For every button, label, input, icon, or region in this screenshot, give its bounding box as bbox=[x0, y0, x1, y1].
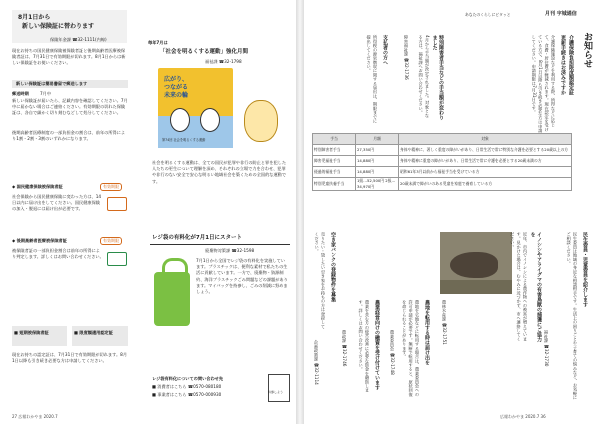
table-cell: 昭和61年3月以前から福祉手当を受けている方 bbox=[399, 167, 572, 178]
bag-body bbox=[154, 272, 190, 326]
green-bag-illustration bbox=[152, 258, 192, 328]
section-elder-heading: ◆ 後期高齢者医療被保険者証 bbox=[12, 238, 67, 243]
poster-character-right bbox=[200, 108, 220, 132]
insurance-body-2: 後期高齢者医療制度の一部負担金の割合は、前年の所得により1割・2割・3割のいずれかになります。 bbox=[12, 130, 126, 142]
lower3-body: 売りたい・貸したい空き家をお持ちの方は登録してください。 bbox=[314, 232, 326, 329]
right-page-number: 広報わかやま 2020.7 36 bbox=[500, 414, 546, 419]
right-col-title: 民生委員・児童委員を紹介します bbox=[582, 232, 588, 307]
table-cell: 経過的福祉手当 bbox=[313, 167, 356, 178]
bag-info-heading: レジ袋有料化についての問い合わせ先 bbox=[152, 376, 224, 381]
boar-shape bbox=[450, 252, 498, 278]
insurance-title-line2: 新しい保険証に替わります bbox=[22, 23, 95, 30]
section-nhi-badge: 有効期限 bbox=[100, 183, 122, 191]
campaign-contact: 福祉課 ☎32-1798 bbox=[205, 59, 242, 64]
boar-photo bbox=[440, 232, 512, 294]
section-nhi-heading: ◆ 国民健康保険被保険者証 bbox=[12, 184, 63, 189]
lower3-title: 空き家バンクの登録物件を募集 bbox=[330, 232, 336, 302]
oshirase-title: お知らせ bbox=[582, 32, 592, 68]
table-cell: 14,880円 bbox=[356, 156, 399, 167]
bag-contact: 廃棄物対策課 ☎32-1598 bbox=[205, 248, 255, 253]
poster-line-3: 未来の輪 bbox=[164, 92, 189, 99]
lower2-contact: 農政課 ☎32-1746 bbox=[342, 330, 347, 367]
table-row bbox=[313, 145, 572, 156]
poster-small: 第74回 社会を明るくする運動 bbox=[162, 138, 206, 142]
lower1-title: 農地を転用する時は届け出を bbox=[424, 300, 430, 365]
section-elder-text: 被保険者証の一部負担金割合は前年の所得により判定します。詳しくはお問い合わせください。 bbox=[12, 248, 104, 260]
boar-contact: 農林水産課 ☎32-1751 bbox=[442, 300, 447, 345]
campaign-poster bbox=[158, 68, 233, 148]
table-header-cell: 手当 bbox=[313, 134, 356, 145]
right-col-body: 民生委員は地域の身近な相談相手です。生活上の困りごとや子育ての悩みなど、お気軽にご相談ください。 bbox=[566, 232, 578, 400]
mascot-body bbox=[244, 100, 278, 142]
col2-body: 4月から手当額が改定されました。対象となる方は、福祉課へお問い合わせください。 bbox=[418, 35, 430, 118]
table-cell: 20歳未満で障がいのある児童を家庭で養育している方 bbox=[399, 178, 572, 191]
boar-ground bbox=[440, 280, 512, 294]
elder-card-icon bbox=[107, 252, 127, 266]
poster-line-1: 広がり、 bbox=[164, 76, 189, 83]
campaign-title: 「社会を明るくする運動」強化月間 bbox=[160, 49, 249, 55]
ship-label: 郵送時期 bbox=[12, 91, 29, 96]
col2-contact: 障害福祉課 ☎32-1736 bbox=[404, 35, 409, 80]
col3-title: 支払者の方へ bbox=[382, 35, 388, 65]
table-cell: 1級…52,500円 2級…34,970円 bbox=[356, 178, 399, 191]
table-header-cell: 月額 bbox=[356, 134, 399, 145]
boar-title: イノシシやアライグマの有害鳥獣の捕獲にご協力を bbox=[529, 232, 542, 342]
allowance-table bbox=[312, 133, 572, 191]
table-header-cell: 対象 bbox=[399, 134, 572, 145]
lower1-body: 農地を宅地などに転用する場合は、農業委員会への許可申請が必要です。無断で転用すると、原状回復を命じられることがあります。 bbox=[402, 300, 420, 397]
section-nhi-text: 社会保険から国民健康保険に変わった方は、14日以内に届け出をしてください。国民健康保険の加入・脱退には届け出が必要です。 bbox=[12, 194, 102, 212]
table-cell: 14,880円 bbox=[356, 167, 399, 178]
boar-body: 近年、市内でイノシシによる農作物への被害が増えています。見かけた場合は、むやみに近づかず、市へ連絡してください。 bbox=[510, 232, 528, 341]
col3-body: 所得税の源泉徴収に関する届出は、期限までに提出してください。 bbox=[366, 35, 378, 123]
col1-title: 介護保険負担限度額認定証 bbox=[568, 35, 574, 95]
insurance-sub-heading: 新しい保険証は簡易書留で郵送します bbox=[16, 81, 88, 86]
insurance-title-line1: 8月1日から bbox=[18, 14, 51, 21]
insurance-contact: 保険年金課 ☎32-1111(内線) bbox=[50, 37, 107, 42]
table-row bbox=[313, 156, 572, 167]
ship-value: 7月中 bbox=[40, 91, 52, 96]
limit-cert-label: ■ 限度額適用認定証 bbox=[74, 330, 113, 335]
campaign-mascot bbox=[240, 100, 280, 150]
col1-body: 介護保険施設などを利用する際、所得などに応じて、食費・居住費が軽減されます。現在認定を受けている方で、8月1日以降も引き続き必要な方は申請してください。申請期限は7月31日です。 bbox=[531, 35, 556, 133]
left-page-number: 27 広報わかやま 2020.7 bbox=[12, 414, 58, 419]
table-row bbox=[313, 167, 572, 178]
campaign-body: 社会を明るくする運動は、全ての国民が犯罪や非行の防止と罪を犯した人たちの更生について理解を深め、それぞれの立場で力を合わせ、犯罪や非行のない安全で安心な明るい地域社会を築くための全国的な運動です。 bbox=[152, 160, 287, 184]
table-cell: 特別障害者手当 bbox=[313, 145, 356, 156]
col2-title: 特別障害者手当などの手当額が変わりました bbox=[431, 35, 444, 120]
right-page bbox=[300, 0, 600, 424]
table-row bbox=[313, 178, 572, 191]
col1-subtitle: 更新手続きはお済みですか bbox=[560, 35, 566, 95]
insurance-body-1: 新しい保険証が届いたら、記載内容を確認してください。7月中に届かない場合はご連絡ください。有効期限の切れた保険証は、各自で細かく切り刻むなどして処分してください。 bbox=[12, 98, 128, 116]
poster-line-2: つながる bbox=[164, 84, 189, 91]
nhi-card-icon bbox=[107, 197, 127, 211]
bag-info-business: ■ 事業者はこちら ☎0570-000930 bbox=[152, 392, 222, 397]
table-cell: 障害児福祉手当 bbox=[313, 156, 356, 167]
header-main: 月刊 宇城通信 bbox=[545, 11, 577, 17]
lower3-contact: 企画政策課 ☎32-1114 bbox=[314, 340, 319, 385]
campaign-tag: 毎年7月は bbox=[148, 40, 168, 45]
short-cert-label: ■ 短期被保険者証 bbox=[14, 330, 49, 335]
table-cell: 身体や精神に重度の障がいがあり、日常生活で常に介護を必要とする20歳未満の方 bbox=[399, 156, 572, 167]
bag-info-consumer: ■ 消費者はこちら ☎0570-080180 bbox=[152, 384, 222, 389]
lower2-title: 農業経営向けの融資を受け付けています bbox=[374, 300, 380, 390]
section-elder-badge: 有効期限 bbox=[100, 237, 122, 245]
bag-title: レジ袋の有料化が7月1日にスタート bbox=[152, 235, 243, 241]
bag-body-text: 7月1日から全国でレジ袋の有料化を実施しています。プラスチックは、便利な素材で私たちの生活に貢献しています。一方で、廃棄物・資源制約、海洋プラスチックごみ問題などの課題があります。マイバッグを持参し、ごみの削減に努めましょう。 bbox=[196, 258, 288, 295]
lower2-body: 農業を営む方の経営改善に必要な資金を融資します。詳しくはお問い合わせください。 bbox=[358, 300, 370, 393]
table-cell: 27,350円 bbox=[356, 145, 399, 156]
table-cell: 身体や精神に、著しく重度の障がいがあり、日常生活で常に特別な介護を必要とする20歳以上の方 bbox=[399, 145, 572, 156]
lower1-contact: 農業委員会 ☎32-1748 bbox=[390, 330, 395, 375]
bag-mark-icon bbox=[268, 374, 290, 402]
table-cell: 特別児童扶養手当 bbox=[313, 178, 356, 191]
right-col-contact: 福祉課 ☎32-1730 bbox=[544, 330, 549, 367]
header-small: あなたのくらしにピタッと bbox=[465, 12, 511, 17]
insurance-footer: 現在お持ちの認定証は、7月31日で有効期限が切れます。8月1日以降も引き続き必要な方は申請してください。 bbox=[12, 352, 128, 364]
bag-mark-label: 持参しよう bbox=[268, 390, 284, 394]
table-header-row bbox=[313, 134, 572, 145]
poster-character-left bbox=[170, 108, 190, 132]
insurance-intro: 現在お持ちの国民健康保険被保険者証と後期高齢者医療被保険者証は、7月31日で有効期限が切れます。8月1日からは新しい保険証をお使いください。 bbox=[12, 48, 126, 66]
